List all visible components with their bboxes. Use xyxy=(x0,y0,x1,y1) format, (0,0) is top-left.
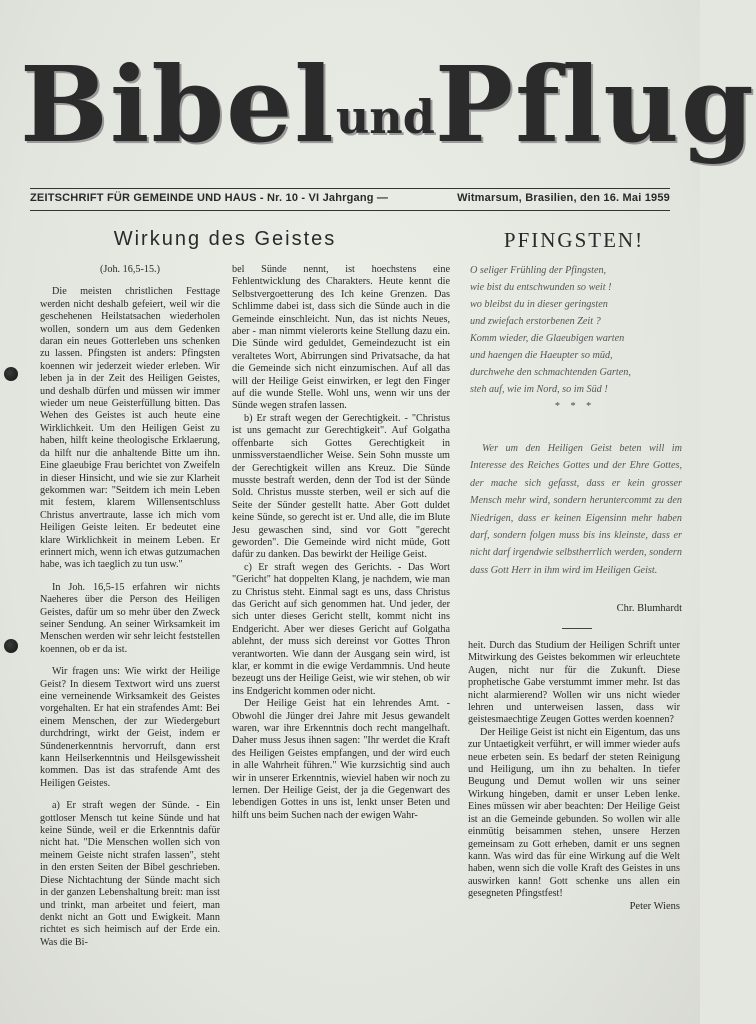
article-author: Peter Wiens xyxy=(629,900,680,912)
article-reference: (Joh. 16,5-15.) xyxy=(100,264,160,275)
blumhardt-quote xyxy=(470,440,682,579)
sidebar-title: PFINGSTEN! xyxy=(503,228,645,252)
masthead-title xyxy=(20,30,756,192)
poem-line: wo bleibst du in dieser geringsten xyxy=(470,299,608,310)
article-paragraph: b) Er straft wegen der Gerechtigkeit. - "Christus ist uns gemacht zur Gerechtigkeit". Auf Golgatha offenbarte sich Gottes Gerechtigkeit in unmissverstaendlicher Weise. Sein Sohn musste um der Gerechtigkeit willen ans Kreuz. Die Sünde musste bestraft werden, denn der Tod ist der Sünde Sold. Christus musste sterben, weil er sich auf die Seite der Sünder gestellt hatte. Aber Gott duldet keine Sünde, so gerecht ist er. Und alle, die im Blute Jesu gewaschen sind, sind vor Gott "gerecht geworden". Die Gemeinde wird nicht müde, Gott dafür zu danken. Das bewirkt der Heilige Geist. xyxy=(232,412,450,561)
masthead xyxy=(20,30,756,190)
section-stars: * * * xyxy=(554,401,596,412)
masthead-rule-top xyxy=(30,188,670,189)
subtitle-place-date: Witmarsum, Brasilien, den 16. Mai 1959 xyxy=(457,192,670,204)
article-paragraph: c) Er straft wegen des Gerichts. - Das Wort "Gericht" hat doppelten Klang, je nachdem, wie man zu Christus steht. Einmal sagt es uns, dass Christus das Gericht auf sich genommen hat. Und jeder, der sich unter dieses Gericht stellt, kommt nicht ins Endgericht. Aber wer dieses Gericht auf Golgatha ablehnt, der muss sich dereinst vor Gottes Thron verantworten. Wie dann der Ausgang sein wird, ist klar, er kommt in die ewige Verdammnis. Und heute bezeugt uns der Heilige Geist, wie wir stehen, ob wir ins Endgericht kommen oder nicht. xyxy=(232,561,450,697)
masthead-title-pflug: Pflug xyxy=(434,43,756,166)
article-paragraph: Der Heilige Geist hat ein lehrendes Amt. - Obwohl die Jünger drei Jahre mit Jesus gewandelt waren, war ihre Erkenntnis doch recht mangelhaft. Daher muss Jesus ihnen sagen: "Ihr werdet die Kraft des Heiligen Geistes empfangen, und der wird euch in alle Wahrheit führen." Wie kurzsichtig sind auch wir in unserer Erkenntnis, wieviel haben wir noch zu lernen. Der Heilige Geist, der ja die Gegenwart des lebendigen Gottes in uns ist, lenkt unser Beten und hilft uns beim Suchen nach der ewigen Wahr- xyxy=(232,698,450,821)
article-column-3 xyxy=(468,640,680,913)
quote-author: Chr. Blumhardt xyxy=(616,603,682,614)
punch-hole xyxy=(4,367,18,381)
masthead-title-und: und xyxy=(335,90,435,144)
poem-line: und zwiefach erstorbenen Zeit ? xyxy=(470,316,601,327)
article-paragraph: bel Sünde nennt, ist hoechstens eine Fehlentwicklung des Charakters. Heute kennt die Selbstvergoetterung des Ich keine Grenzen. Das Schlimme dabei ist, dass sich die Sünde auch in die Gemeinde einschleicht. Nun, das ist nichts Neues, aber - man nimmt vielerorts keine Stellung dazu ein. Die Sünde wird geduldet, Gemeindezucht ist ein veraltetes Wort, Abirrungen sind Privatsache, da hat die Gemeinde sich nicht einzumischen. Auf all das will der Heilige Geist einwirken, er legt den Finger auf die wunde Stelle. Wohl uns, wenn wir uns der Sünde wegen strafen lassen. xyxy=(232,264,450,412)
article-paragraph: a) Er straft wegen der Sünde. - Ein gottloser Mensch tut keine Sünde und hat keine Sünde, weil er die Erkenntnis dafür nicht hat. "Die Menschen wollen sich von meinem Geiste nicht strafen lassen", steht in den ersten Seiten der Bibel geschrieben. Diese Nichtachtung der Sünde macht sich in der ganzen Lebenshaltung breit: man isst und trinkt, man arbeitet und feiert, man denkt nicht an Gott und Ewigkeit. Mann richtet es sich heimisch auf der Erde ein. Was die Bi- xyxy=(40,800,220,948)
poem-line: O seliger Frühling der Pfingsten, xyxy=(470,265,607,276)
article-column-2 xyxy=(232,264,450,822)
quote-text: Wer um den Heiligen Geist beten will im Interesse des Reiches Gottes und der Ehre Gottes, der mache sich gefasst, dass er kein grosser Mensch mehr wird, sondern heruntercommt zu den Niedrigen, dass er keinen Eigensinn mehr haben darf, sondern folgen muss bis ins kleinste, dass er nicht darf irgendwie selbstherrlich werden, sondern dass Gott Herr in ihm wird im Heiligen Geist. xyxy=(470,443,682,576)
subtitle-publication: ZEITSCHRIFT FÜR GEMEINDE UND HAUS - Nr. 10 - VI Jahrgang — xyxy=(30,192,389,204)
article-paragraph: Der Heilige Geist ist nicht ein Eigentum, das uns zur Untaetigkeit verführt, er will immer wieder aufs neue erbeten sein. Es bedarf der steten Reinigung und Heiligung, um ihn zu behalten. In tiefer Beugung und Demut wollen wir uns seiner Wirkung hingeben, damit er unser Leben lenke. Eines müssen wir aber beachten: Der Heilige Geist ist an die Gemeinde gebunden. So wollen wir alle einmütig beisammen stehen, unsere Herzen gemeinsam zu Gott erheben, damit er uns segnen kann. Was wird das für eine Wirkung auf die Welt haben, wenn sich die volle Kraft des Geistes in uns auswirken kann! Gott schenke uns allen ein gesegneten Pfingstfest! xyxy=(468,726,680,900)
poem-line: wie bist du entschwunden so weit ! xyxy=(470,282,612,293)
poem-line: durchwehe den schmachtenden Garten, xyxy=(470,367,631,378)
article-headline: Wirkung des Geistes xyxy=(113,228,337,250)
poem-line: und haengen die Haeupter so müd, xyxy=(470,350,613,361)
masthead-title-bibel: Bibel xyxy=(20,43,336,166)
pentecost-poem xyxy=(470,262,680,415)
masthead-rule-bottom xyxy=(30,210,670,211)
masthead-subtitle xyxy=(30,190,670,206)
poem-line: Komm wieder, die Glaeubigen warten xyxy=(470,333,625,344)
article-column-1 xyxy=(40,264,220,949)
punch-hole xyxy=(4,639,18,653)
article-paragraph: In Joh. 16,5-15 erfahren wir nichts Naeheres über die Person des Heiligen Geistes, dafür um so mehr über den Zweck seiner Sendung. An seiner Wirksamkeit im Menschen werden wir sehr leicht feststellen koennen, ob er da ist. xyxy=(40,581,220,655)
section-divider xyxy=(562,628,592,629)
article-paragraph: heit. Durch das Studium der Heiligen Schrift unter Mitwirkung des Geistes bekommen wir erleuchtete Augen, nicht nur für die Zukunft. Diese prophetische Gabe verstummt immer mehr. Ist das nicht alarmierend? Wollen wir uns nicht wieder lehren und unterweisen lassen, dass wir geistesmaechtige Zeugen Gottes werden koennen? xyxy=(468,640,680,726)
poem-line: steh auf, wie im Nord, so im Süd ! xyxy=(470,384,608,395)
article-paragraph: Die meisten christlichen Festtage werden nicht deshalb gefeiert, weil wir die geschehenen Heilstatsachen wiederholen wollen, sondern um aus dem Gedenken daran ein neues Gotterleben uns schenken zu lassen. Pfingsten ist anders: Pfingsten koennen wir jederzeit wieder erleben. Wir leben ja in der Zeit des Heiligen Geistes, und deshalb dürfen und müssen wir immer wieder um neue Geisterfüllung bitten. Das Wehen des Geistes ist auch heute eine Wirklichkeit. Um den Heiligen Geist zu haben, hilft keine theologische Erklaerung, da hilft nur die anhaltende Bitte um ihn. Eine glaeubige Frau berichtet von Zweifeln in dieser Hinsicht, und wie sie zur Klarheit gekommen war: "Seitdem ich mein Leben mit festem, klarem Willensentschluss Christus anvertraute, lasse ich mich vom Heiligen Geiste leiten. Er bedeutet eine klare Wirklichkeit in meinem Leben. Er erinnert mich, wenn ich etwas gutzumachen habe, was ich taeglich zu tun usw." xyxy=(40,286,220,571)
article-paragraph: Wir fragen uns: Wie wirkt der Heilige Geist? In diesem Textwort wird uns zuerst eine verneinende Wirksamkeit des Geistes vorgehalten. Er hat ein strafendes Amt: Bei einem Menschen, der zur Wiedergeburt durchdringt, wirkt der Geist, indem er Sündenerkenntnis hervorruft, dann erst kann Heilserkenntnis und Heilsgewissheit kommen. Das ist das strafende Amt des Heiligen Geistes. xyxy=(40,666,220,789)
